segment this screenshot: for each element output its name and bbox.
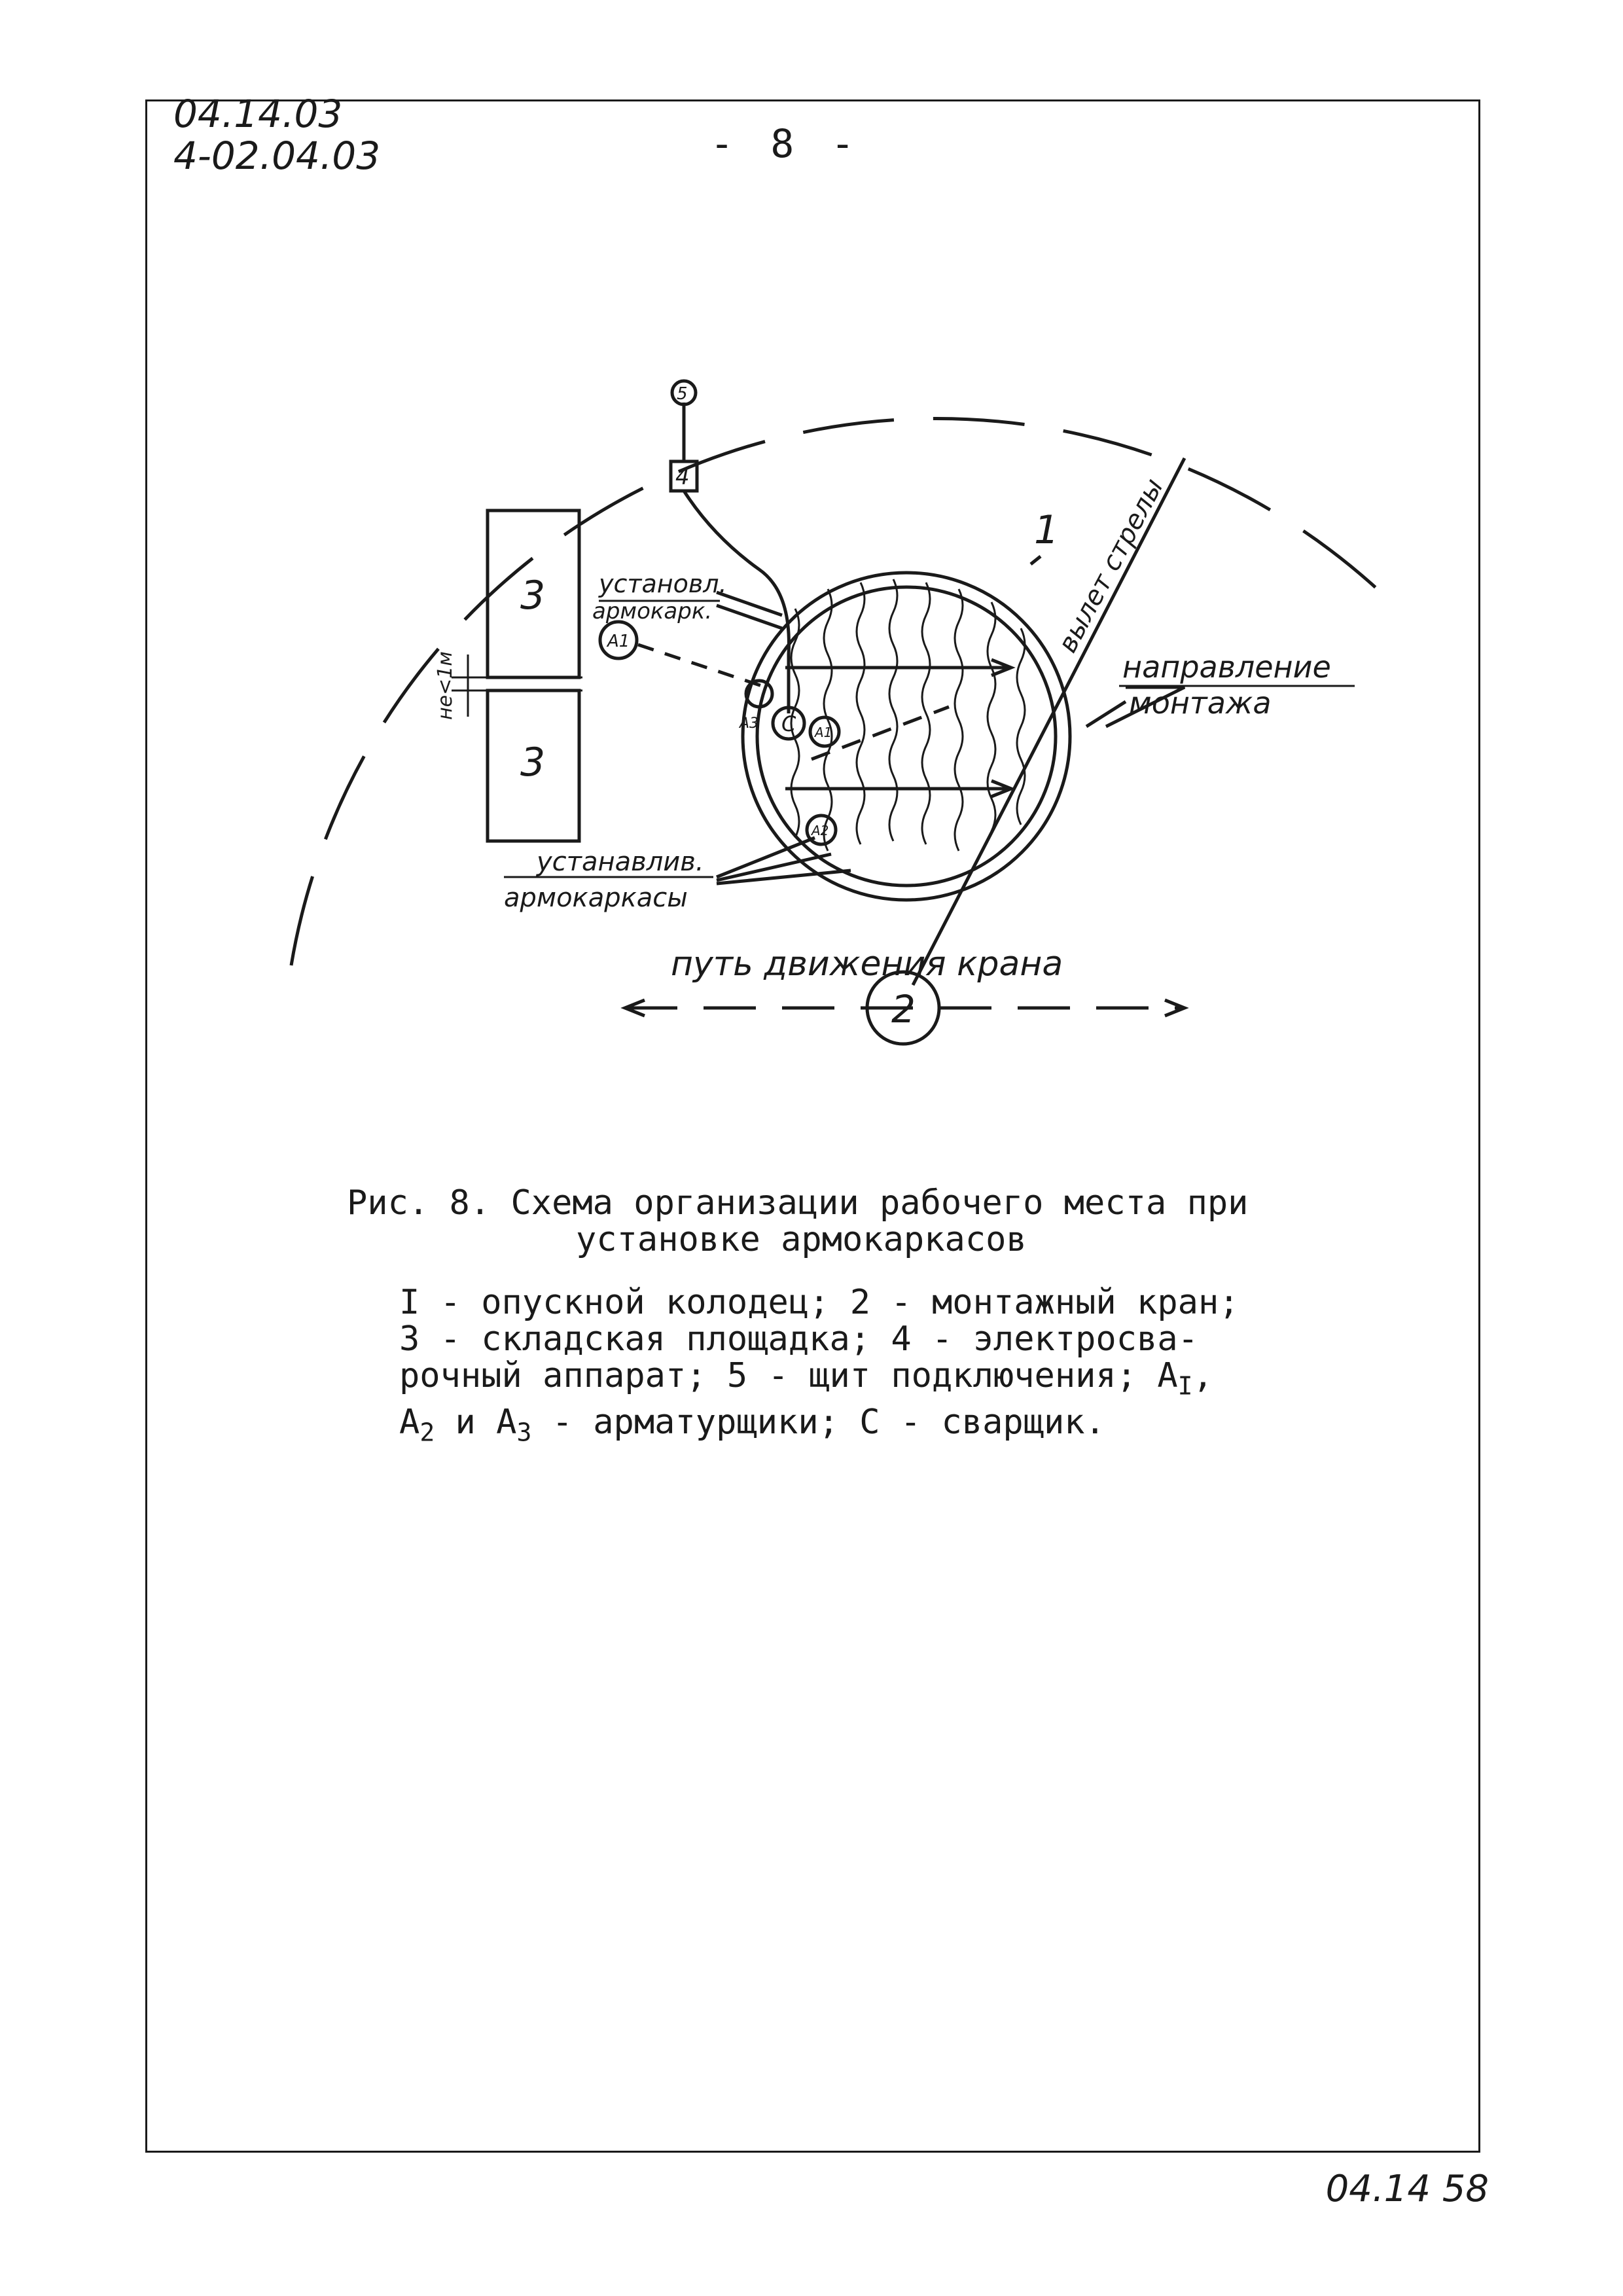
label-2: 2 bbox=[891, 987, 916, 1031]
label-A1-inside: A1 bbox=[815, 725, 832, 740]
to-install-label-2: армокаркасы bbox=[504, 883, 688, 913]
label-4: 4 bbox=[675, 464, 690, 490]
caisson-well-inner bbox=[757, 587, 1056, 886]
crane-path-label: путь движения крана bbox=[671, 944, 1063, 984]
direction-label-1: направление bbox=[1122, 649, 1331, 685]
label-1: 1 bbox=[1034, 507, 1060, 553]
gap-label: не<1м bbox=[434, 651, 457, 720]
legend-line-1: I - опускной колодец; 2 - монтажный кран; bbox=[399, 1283, 1240, 1322]
legend-line-3-text: рочный аппарат; 5 - щит подключения; A bbox=[399, 1356, 1178, 1395]
label-A3: A3 bbox=[740, 715, 759, 732]
caption-title-1: Рис. 8. Схема организации рабочего места при bbox=[347, 1183, 1249, 1223]
legend-line-3-sub: I bbox=[1177, 1371, 1193, 1401]
document-code-bottom: 04.14 58 bbox=[1325, 2168, 1489, 2210]
reinforcement-cages bbox=[791, 579, 1025, 851]
label-C: C bbox=[781, 711, 796, 736]
code-line-2: 4-02.04.03 bbox=[173, 134, 381, 178]
legend-line-2: 3 - складская площадка; 4 - электросва- bbox=[399, 1319, 1198, 1359]
legend-line-4 bbox=[399, 1404, 1315, 1450]
legend-line-3-end: , bbox=[1192, 1356, 1213, 1395]
figure-caption bbox=[347, 1185, 1315, 1451]
caption-title-2: установке армокаркасов bbox=[576, 1220, 1027, 1259]
installed-cage-label-1: установл. bbox=[599, 569, 727, 598]
caption-legend bbox=[347, 1284, 1315, 1451]
worker-path bbox=[638, 645, 766, 687]
legend-line-4-end: - арматурщики; С - сварщик. bbox=[531, 1403, 1105, 1443]
label-5: 5 bbox=[677, 384, 688, 404]
legend-line-4-sub3: 3 bbox=[516, 1418, 532, 1447]
direction-label-2: монтажа bbox=[1129, 685, 1272, 721]
legend-line-4-a: A bbox=[399, 1403, 420, 1443]
legend-line-4-mid: и A bbox=[435, 1403, 517, 1443]
label-3b: 3 bbox=[520, 740, 546, 785]
legend-line-4-sub2: 2 bbox=[419, 1418, 435, 1447]
label-A1-outside: A1 bbox=[607, 632, 630, 651]
code-line-1: 04.14.03 bbox=[173, 92, 343, 136]
legend-line-3 bbox=[399, 1357, 1315, 1404]
installed-cage-label-2: армокарк. bbox=[592, 598, 713, 624]
label-3a: 3 bbox=[520, 573, 546, 619]
boom-reach-label: вылет стрелы bbox=[1052, 473, 1169, 658]
caisson-well-outer bbox=[743, 573, 1070, 900]
page-number: - 8 - bbox=[710, 121, 861, 167]
to-install-label-1: устанавлив. bbox=[537, 847, 704, 877]
label-A2: A2 bbox=[812, 823, 829, 838]
